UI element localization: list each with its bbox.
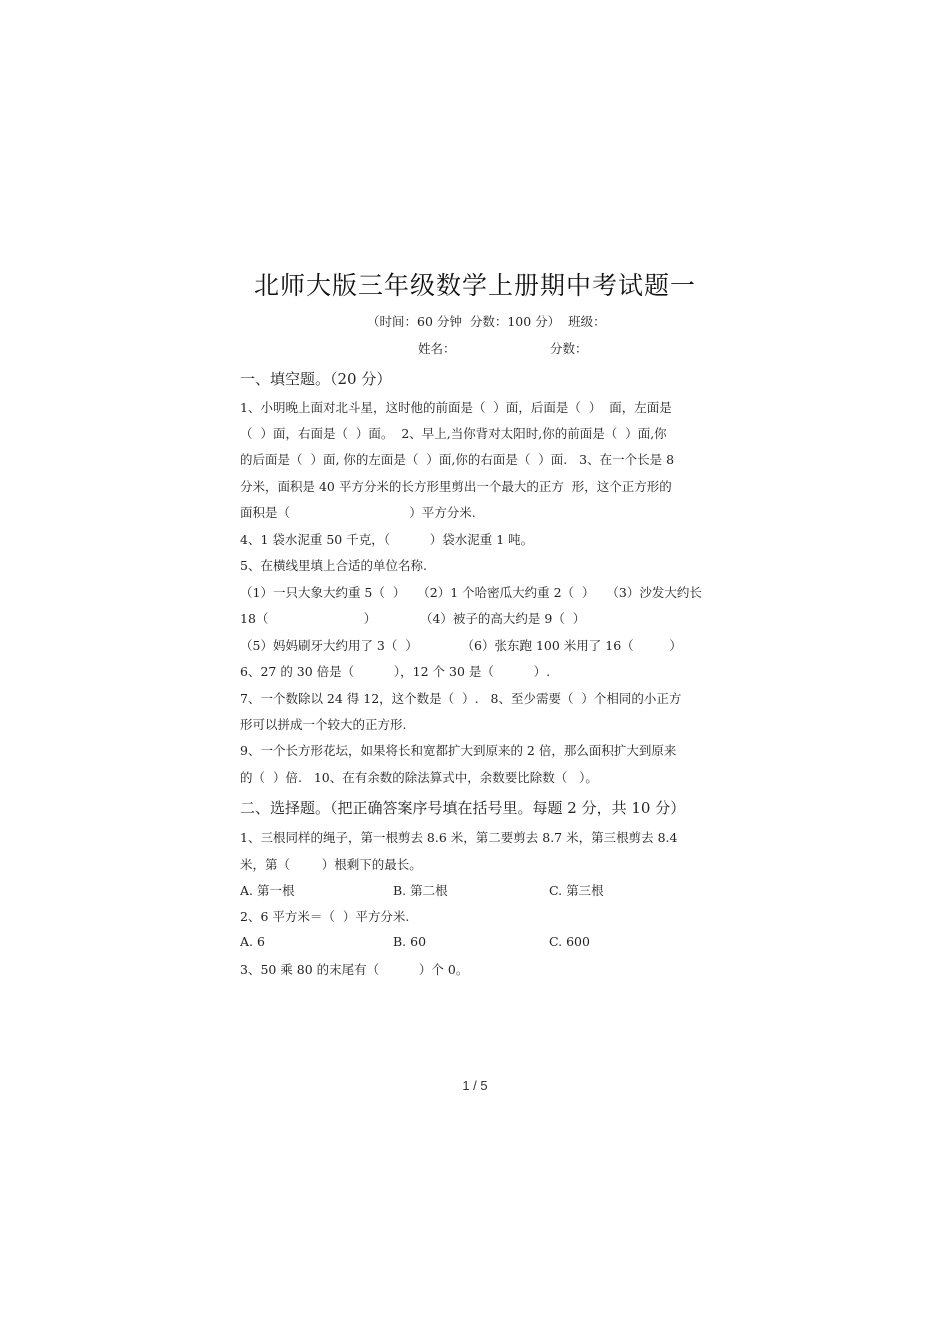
option-b: B. 第二根 — [393, 883, 448, 898]
option-c: C. 600 — [549, 934, 590, 949]
score-label: 分数： — [550, 341, 588, 356]
text-line: 7、一个数除以 24 得 12，这个数是（ ）. 8、至少需要（ ）个相同的小正方 — [240, 691, 682, 706]
text-line: 4、1 袋水泥重 50 千克，（ ）袋水泥重 1 吨。 — [240, 532, 534, 547]
text-line: 米，第（ ）根剩下的最长。 — [240, 857, 422, 872]
page-number: 1 / 5 — [462, 1078, 488, 1093]
name-label: 姓名： — [418, 341, 456, 356]
option-a: A. 第一根 — [240, 883, 295, 898]
document-title: 北师大版三年级数学上册期中考试题一 — [253, 271, 696, 300]
text-line: 18（ ） （4）被子的高大约是 9（ ） — [240, 611, 586, 626]
option-a: A. 6 — [240, 934, 265, 949]
section-1-heading: 一、填空题。（20 分） — [240, 370, 392, 388]
text-line: （1）一只大象大约重 5（ ） （2）1 个哈密瓜大约重 2（ ） （3）沙发大约长 — [240, 585, 702, 600]
option-b: B. 60 — [393, 934, 427, 949]
option-c: C. 第三根 — [549, 883, 604, 898]
text-line: 9、一个长方形花坛，如果将长和宽都扩大到原来的 2 倍，那么面积扩大到原来 — [240, 743, 677, 758]
section-2-heading: 二、选择题。（把正确答案序号填在括号里。每题 2 分，共 10 分） — [240, 799, 686, 817]
text-line: 形可以拼成一个较大的正方形. — [240, 717, 407, 732]
question-2: 2、6 平方米＝（ ）平方分米. — [240, 909, 410, 924]
text-line: 6、27 的 30 倍是（ ），12 个 30 是（ ）. — [240, 664, 551, 679]
exam-info-line: （时间：60 分钟 分数：100 分） 班级： — [367, 314, 606, 329]
text-line: （ ）面，右面是（ ）面。 2、早上,当你背对太阳时,你的前面是（ ）面,你 — [240, 426, 667, 441]
text-line: 的（ ）倍. 10、在有余数的除法算式中，余数要比除数（ ）。 — [240, 770, 598, 785]
text-line: 5、在横线里填上合适的单位名称. — [240, 558, 427, 573]
text-line: （5）妈妈刷牙大约用了 3（ ） （6）张东跑 100 米用了 16（ ） — [240, 638, 682, 653]
text-line: 面积是（ ）平方分米. — [240, 505, 476, 520]
text-line: 分米，面积是 40 平方分米的长方形里剪出一个最大的正方 形，这个正方形的 — [240, 479, 672, 494]
question-3: 3、50 乘 80 的末尾有（ ）个 0。 — [240, 962, 469, 977]
text-line: 的后面是（ ）面, 你的左面是（ ）面,你的右面是（ ）面. 3、在一个长是 8 — [240, 452, 675, 467]
text-line: 1、三根同样的绳子，第一根剪去 8.6 米，第二要剪去 8.7 米，第三根剪去 8.4 — [240, 830, 678, 845]
text-line: 1、小明晚上面对北斗星，这时他的前面是（ ）面，后面是（ ） 面，左面是 — [240, 400, 672, 415]
